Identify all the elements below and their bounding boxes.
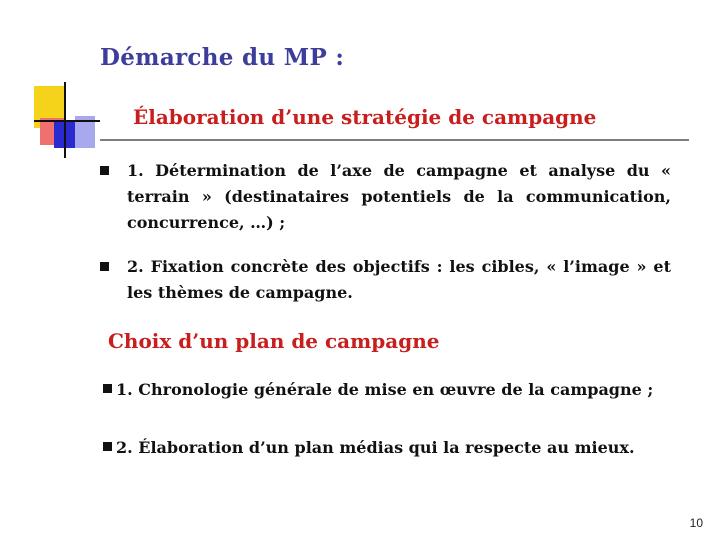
- section2-heading: Choix d’un plan de campagne: [108, 329, 440, 353]
- section1-item-1: 1. Détermination de l’axe de campagne et analyse du « terrain » (destinataires potentiels de la communication, concurrence, …) ;: [127, 161, 671, 232]
- section2-item-2: [103, 435, 654, 461]
- section2-item-2-text: 2. Élaboration d’un plan médias qui la respecte au mieux.: [116, 438, 635, 457]
- bullet-icon: [100, 166, 109, 175]
- bullet-icon: [100, 262, 109, 271]
- heading-divider: [100, 139, 689, 141]
- section1-heading: Élaboration d’une stratégie de campagne: [133, 105, 597, 129]
- decor-horizontal-line: [34, 120, 100, 122]
- section2-item-1: [103, 377, 654, 403]
- section2-item-1-text: 1. Chronologie générale de mise en œuvre de la campagne ;: [116, 380, 654, 399]
- page-number: 10: [689, 516, 703, 530]
- slide-title: Démarche du MP :: [100, 44, 345, 71]
- section1-item-2: 2. Fixation concrète des objectifs : les cibles, « l’image » et les thèmes de campagne.: [127, 257, 671, 302]
